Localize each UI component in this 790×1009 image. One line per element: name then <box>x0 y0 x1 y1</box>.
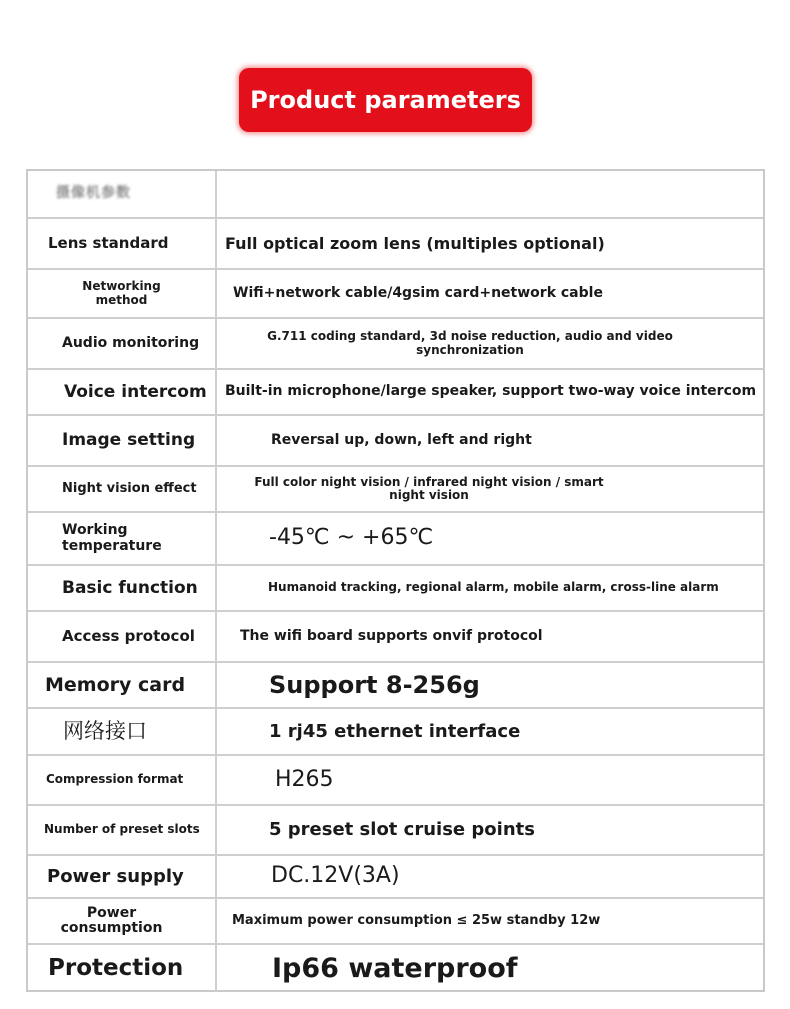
row-value: Wifi+network cable/4gsim card+network cable <box>233 284 603 301</box>
row-value: Full color night vision / infrared night vision / smart night vision <box>254 474 604 502</box>
row-value: Maximum power consumption ≤ 25w standby 12w <box>232 912 601 928</box>
table-row <box>28 317 763 368</box>
table-row <box>28 754 763 804</box>
spec-table <box>26 169 765 992</box>
row-value: Reversal up, down, left and right <box>271 431 532 448</box>
column-divider <box>215 171 217 217</box>
row-label: Memory card <box>45 673 186 696</box>
row-label: Basic function <box>62 577 198 598</box>
row-label: Access protocol <box>62 627 195 646</box>
row-label: Networking method <box>82 279 161 307</box>
header-label: 摄像机参数 <box>56 185 131 202</box>
table-row <box>28 854 763 897</box>
row-label: Power consumption <box>60 904 163 936</box>
row-label: Audio monitoring <box>62 334 200 351</box>
row-label: Working temperature <box>62 522 162 554</box>
row-label: Protection <box>48 954 184 981</box>
row-value: -45℃ ~ +65℃ <box>269 525 434 551</box>
table-row <box>28 368 763 414</box>
row-value: Full optical zoom lens (multiples optional) <box>225 233 605 253</box>
table-row <box>28 707 763 754</box>
row-label: Lens standard <box>48 234 169 253</box>
table-row <box>28 897 763 943</box>
row-value: Ip66 waterproof <box>272 952 518 984</box>
table-row <box>28 564 763 610</box>
table-row <box>28 414 763 465</box>
row-value: 5 preset slot cruise points <box>269 819 535 841</box>
table-row <box>28 217 763 268</box>
table-row <box>28 511 763 564</box>
table-row <box>28 268 763 317</box>
row-value: Support 8-256g <box>269 670 480 699</box>
row-label: Voice intercom <box>64 381 207 402</box>
table-row <box>28 943 763 992</box>
table-row <box>28 804 763 854</box>
table-header-row <box>28 171 763 217</box>
product-parameters-banner: Product parameters <box>239 68 532 132</box>
row-value: G.711 coding standard, 3d noise reduction, audio and video synchronization <box>267 329 673 357</box>
row-value: DC.12V(3A) <box>271 863 400 889</box>
row-label: Power supply <box>47 865 184 887</box>
row-value: Built-in microphone/large speaker, support two-way voice intercom <box>225 383 757 400</box>
table-row <box>28 610 763 661</box>
row-label: Number of preset slots <box>44 822 200 837</box>
table-row <box>28 465 763 511</box>
row-value: Humanoid tracking, regional alarm, mobile alarm, cross-line alarm <box>268 580 719 595</box>
row-label: Night vision effect <box>62 480 197 496</box>
row-label: 网络接口 <box>63 718 147 743</box>
table-row <box>28 661 763 707</box>
row-value: H265 <box>275 766 334 792</box>
row-label: Image setting <box>62 430 196 451</box>
row-value: 1 rj45 ethernet interface <box>269 720 521 742</box>
row-label: Compression format <box>46 772 184 787</box>
row-value: The wifi board supports onvif protocol <box>240 627 543 644</box>
